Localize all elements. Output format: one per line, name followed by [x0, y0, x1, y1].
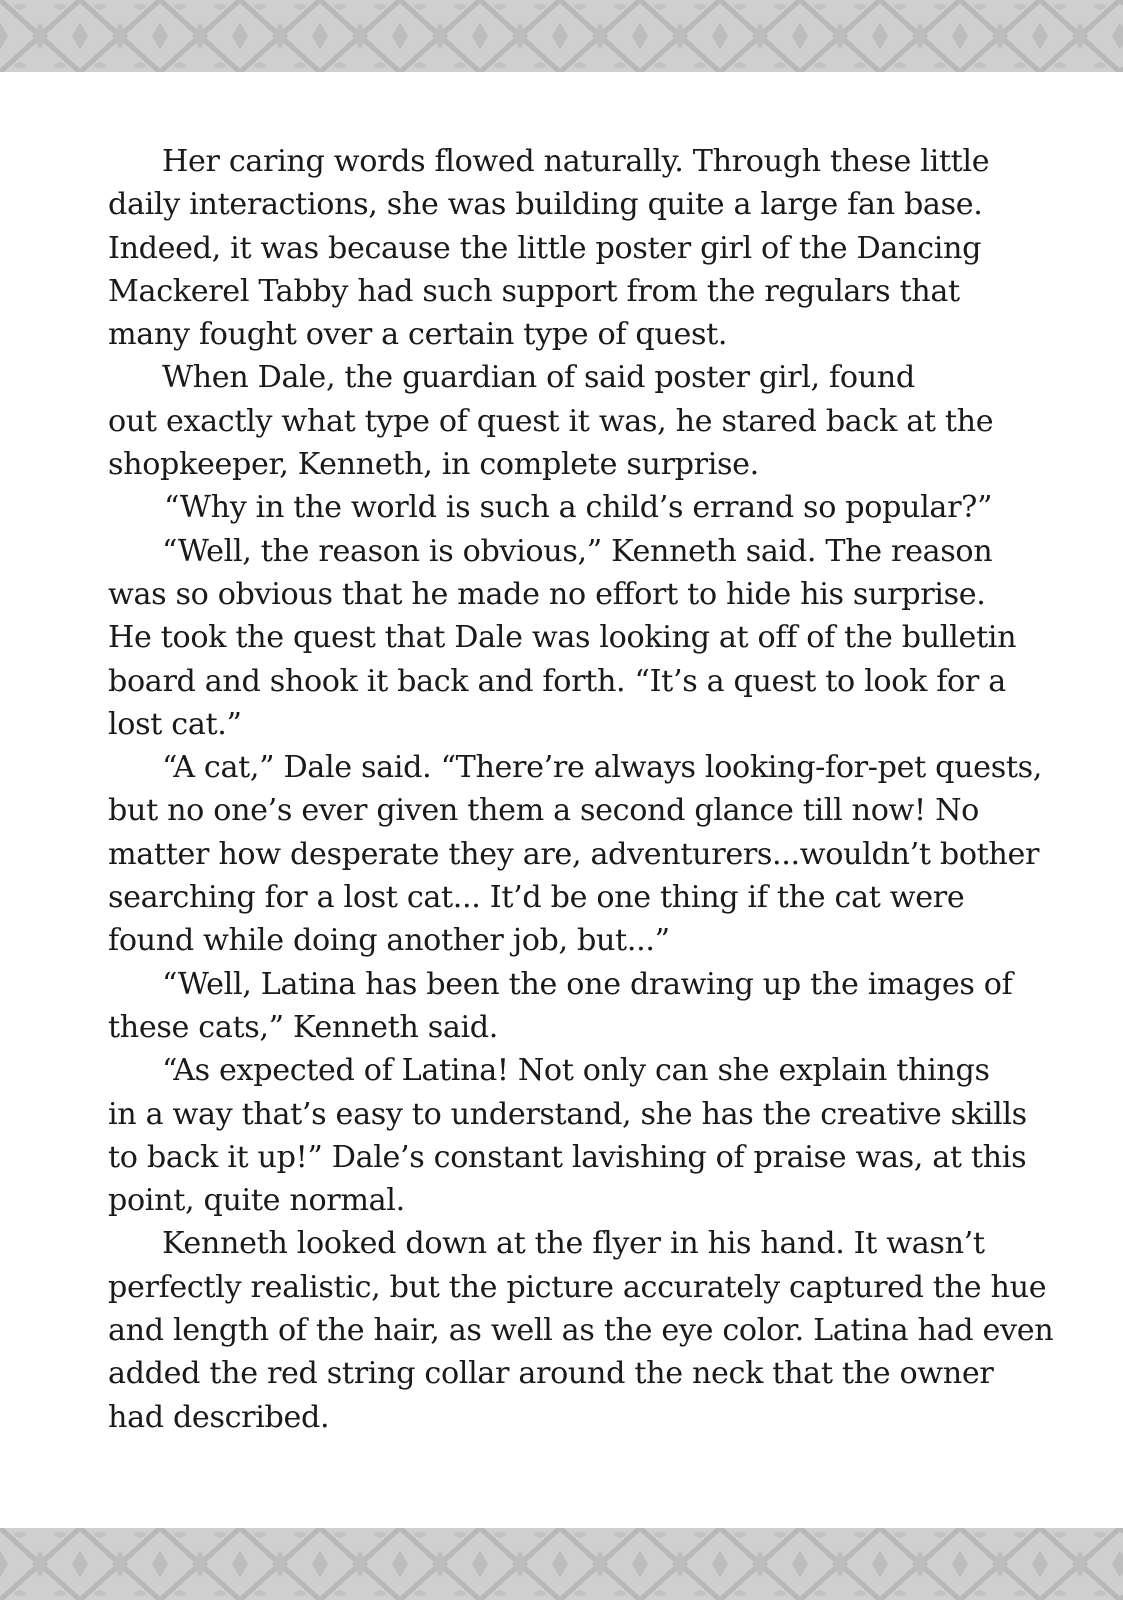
text-line: perfectly realistic, but the picture accurately captured the hue: [108, 1269, 1047, 1305]
text-line: When Dale, the guardian of said poster girl, found: [162, 360, 915, 396]
text-line: matter how desperate they are, adventurers...wouldn’t bother: [108, 836, 1040, 872]
text-line: out exactly what type of quest it was, he stared back at the: [108, 403, 994, 439]
text-line: searching for a lost cat... It’d be one thing if the cat were: [108, 880, 965, 916]
text-line: “Well, Latina has been the one drawing up the images of: [162, 966, 1013, 1002]
text-line: point, quite normal.: [108, 1183, 405, 1219]
text-line: “Why in the world is such a child’s errand so popular?”: [164, 490, 993, 526]
text-line: these cats,” Kenneth said.: [108, 1009, 499, 1045]
text-line: added the red string collar around the neck that the owner: [108, 1356, 994, 1392]
lattice-pattern-icon: [0, 1528, 1123, 1600]
text-line: Kenneth looked down at the flyer in his hand. It wasn’t: [162, 1226, 985, 1262]
text-line: and length of the hair, as well as the eye color. Latina had even: [108, 1313, 1054, 1349]
text-line: Indeed, it was because the little poster girl of the Dancing: [108, 230, 982, 266]
body-text: [108, 140, 1054, 1439]
text-line: Mackerel Tabby had such support from the regulars that: [108, 273, 960, 309]
text-line: shopkeeper, Kenneth, in complete surprise.: [108, 447, 759, 483]
text-line: was so obvious that he made no effort to hide his surprise.: [108, 576, 986, 612]
text-line: Her caring words flowed naturally. Through these little: [162, 144, 990, 179]
text-line: daily interactions, she was building quite a large fan base.: [108, 187, 983, 223]
text-line: many fought over a certain type of quest.: [108, 317, 728, 353]
text-line: “A cat,” Dale said. “There’re always looking-for-pet quests,: [162, 750, 1043, 786]
text-line: lost cat.”: [108, 706, 242, 742]
text-line: but no one’s ever given them a second glance till now! No: [108, 793, 979, 829]
text-line: had described.: [108, 1399, 330, 1435]
text-line: board and shook it back and forth. “It’s a quest to look for a: [108, 663, 1006, 699]
text-line: He took the quest that Dale was looking at off of the bulletin: [108, 620, 1017, 656]
text-line: “As expected of Latina! Not only can she explain things: [162, 1053, 990, 1089]
text-line: in a way that’s easy to understand, she has the creative skills: [108, 1096, 1027, 1132]
decorative-header-band: [0, 0, 1123, 72]
lattice-pattern-icon: [0, 0, 1123, 72]
text-line: found while doing another job, but...”: [108, 923, 670, 959]
text-line: “Well, the reason is obvious,” Kenneth said. The reason: [162, 533, 993, 569]
text-line: to back it up!” Dale’s constant lavishing of praise was, at this: [108, 1139, 1027, 1175]
decorative-footer-band: [0, 1528, 1123, 1600]
